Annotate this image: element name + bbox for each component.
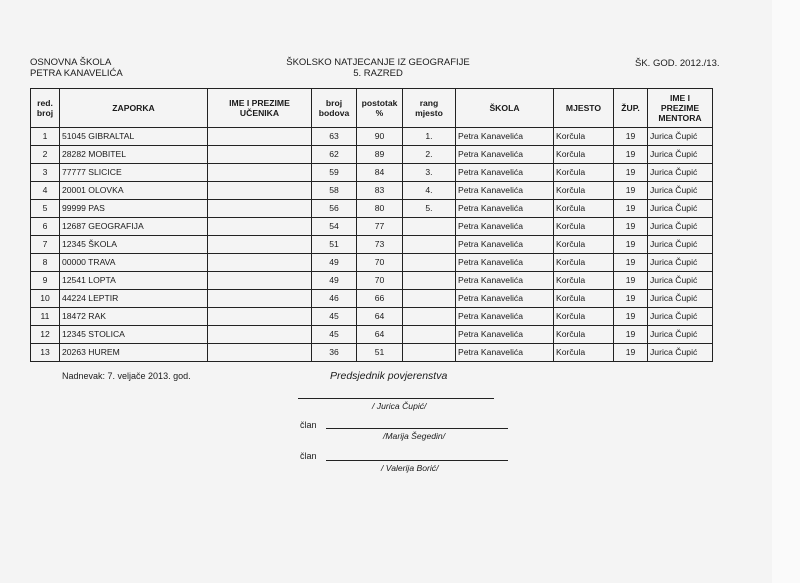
- table-row: [31, 200, 713, 218]
- col-red-broj-cell: 9: [31, 272, 60, 290]
- col-skola-cell: Petra Kanavelića: [456, 326, 554, 344]
- table-row: [31, 254, 713, 272]
- competition-title-block: [280, 57, 476, 79]
- col-rang-cell: [403, 326, 456, 344]
- col-rang-cell: 2.: [403, 146, 456, 164]
- col-zaporka-cell: 00000 TRAVA: [60, 254, 208, 272]
- col-postotak-cell: 70: [357, 272, 403, 290]
- col-mentor-cell: Jurica Čupić: [648, 272, 713, 290]
- col-mjesto-cell: Korčula: [554, 326, 614, 344]
- col-zaporka-cell: 20263 HUREM: [60, 344, 208, 362]
- col-zupanija-cell: 19: [614, 344, 648, 362]
- col-mentor-cell: Jurica Čupić: [648, 218, 713, 236]
- president-signature-line: [298, 398, 494, 399]
- col-skola-cell: Petra Kanavelića: [456, 146, 554, 164]
- page-edge: [772, 0, 800, 583]
- col-red-broj-cell: 3: [31, 164, 60, 182]
- col-zupanija-header: ŽUP.: [614, 89, 648, 128]
- committee-president-title: Predsjednik povjerenstva: [330, 370, 448, 382]
- col-broj-bodova-cell: 51: [312, 236, 357, 254]
- grade-label: 5. RAZRED: [353, 68, 403, 79]
- col-mjesto-cell: Korčula: [554, 308, 614, 326]
- col-rang-cell: 4.: [403, 182, 456, 200]
- col-red-broj-header: red. broj: [31, 89, 60, 128]
- table-header-row: [31, 89, 713, 128]
- col-zaporka-cell: 12687 GEOGRAFIJA: [60, 218, 208, 236]
- col-mentor-cell: Jurica Čupić: [648, 290, 713, 308]
- col-ime-prezime-header: IME I PREZIME UČENIKA: [208, 89, 312, 128]
- col-postotak-cell: 83: [357, 182, 403, 200]
- col-zaporka-cell: 12345 STOLICA: [60, 326, 208, 344]
- col-rang-cell: 1.: [403, 128, 456, 146]
- col-zaporka-cell: 20001 OLOVKA: [60, 182, 208, 200]
- col-zupanija-cell: 19: [614, 254, 648, 272]
- col-mentor-header: IME I PREZIME MENTORA: [648, 89, 713, 128]
- table-row: [31, 236, 713, 254]
- col-rang-cell: [403, 344, 456, 362]
- col-skola-cell: Petra Kanavelića: [456, 344, 554, 362]
- col-zaporka-cell: 51045 GIBRALTAL: [60, 128, 208, 146]
- col-postotak-cell: 64: [357, 326, 403, 344]
- school-name-block: [30, 57, 123, 79]
- col-mjesto-cell: Korčula: [554, 128, 614, 146]
- table-row: [31, 308, 713, 326]
- col-mjesto-cell: Korčula: [554, 218, 614, 236]
- col-zaporka-cell: 77777 SLICICE: [60, 164, 208, 182]
- col-postotak-cell: 89: [357, 146, 403, 164]
- col-skola-cell: Petra Kanavelića: [456, 218, 554, 236]
- col-ime-prezime-cell: [208, 200, 312, 218]
- col-zupanija-cell: 19: [614, 164, 648, 182]
- col-ime-prezime-cell: [208, 218, 312, 236]
- col-ime-prezime-cell: [208, 146, 312, 164]
- col-broj-bodova-cell: 56: [312, 200, 357, 218]
- table-row: [31, 164, 713, 182]
- member-label-1: član: [300, 420, 317, 430]
- col-mentor-cell: Jurica Čupić: [648, 128, 713, 146]
- col-mentor-cell: Jurica Čupić: [648, 164, 713, 182]
- col-mentor-cell: Jurica Čupić: [648, 236, 713, 254]
- school-line-1: OSNOVNA ŠKOLA: [30, 57, 112, 68]
- col-broj-bodova-cell: 45: [312, 326, 357, 344]
- col-red-broj-cell: 2: [31, 146, 60, 164]
- col-mjesto-header: MJESTO: [554, 89, 614, 128]
- col-skola-cell: Petra Kanavelića: [456, 272, 554, 290]
- col-ime-prezime-cell: [208, 236, 312, 254]
- member1-signature-line: [326, 428, 508, 429]
- table-row: [31, 326, 713, 344]
- col-mjesto-cell: Korčula: [554, 164, 614, 182]
- member2-name: / Valerija Borić/: [381, 463, 439, 473]
- col-zupanija-cell: 19: [614, 218, 648, 236]
- col-mjesto-cell: Korčula: [554, 146, 614, 164]
- col-broj-bodova-cell: 49: [312, 254, 357, 272]
- col-red-broj-cell: 12: [31, 326, 60, 344]
- col-red-broj-cell: 6: [31, 218, 60, 236]
- col-mentor-cell: Jurica Čupić: [648, 326, 713, 344]
- col-zupanija-cell: 19: [614, 326, 648, 344]
- competition-title: ŠKOLSKO NATJECANJE IZ GEOGRAFIJE: [286, 57, 470, 68]
- col-skola-cell: Petra Kanavelića: [456, 236, 554, 254]
- school-year: ŠK. GOD. 2012./13.: [635, 58, 720, 69]
- col-ime-prezime-cell: [208, 326, 312, 344]
- col-ime-prezime-cell: [208, 182, 312, 200]
- table-row: [31, 182, 713, 200]
- col-mentor-cell: Jurica Čupić: [648, 146, 713, 164]
- col-zupanija-cell: 19: [614, 272, 648, 290]
- member2-signature-line: [326, 460, 508, 461]
- col-zupanija-cell: 19: [614, 182, 648, 200]
- col-postotak-cell: 84: [357, 164, 403, 182]
- col-mjesto-cell: Korčula: [554, 272, 614, 290]
- col-rang-cell: [403, 236, 456, 254]
- col-broj-bodova-header: broj bodova: [312, 89, 357, 128]
- school-line-2: PETRA KANAVELIĆA: [30, 68, 123, 79]
- col-mentor-cell: Jurica Čupić: [648, 344, 713, 362]
- col-ime-prezime-cell: [208, 128, 312, 146]
- col-rang-header: rang mjesto: [403, 89, 456, 128]
- col-postotak-cell: 51: [357, 344, 403, 362]
- col-ime-prezime-cell: [208, 272, 312, 290]
- col-mjesto-cell: Korčula: [554, 344, 614, 362]
- results-table: [30, 88, 713, 362]
- col-skola-header: ŠKOLA: [456, 89, 554, 128]
- col-mjesto-cell: Korčula: [554, 254, 614, 272]
- col-rang-cell: [403, 290, 456, 308]
- col-skola-cell: Petra Kanavelića: [456, 290, 554, 308]
- col-mentor-cell: Jurica Čupić: [648, 308, 713, 326]
- col-red-broj-cell: 11: [31, 308, 60, 326]
- col-red-broj-cell: 7: [31, 236, 60, 254]
- col-red-broj-cell: 5: [31, 200, 60, 218]
- table-row: [31, 146, 713, 164]
- col-mjesto-cell: Korčula: [554, 236, 614, 254]
- col-postotak-cell: 90: [357, 128, 403, 146]
- col-rang-cell: [403, 218, 456, 236]
- col-ime-prezime-cell: [208, 344, 312, 362]
- col-skola-cell: Petra Kanavelića: [456, 200, 554, 218]
- col-postotak-cell: 80: [357, 200, 403, 218]
- col-zaporka-cell: 28282 MOBITEL: [60, 146, 208, 164]
- col-broj-bodova-cell: 54: [312, 218, 357, 236]
- col-skola-cell: Petra Kanavelića: [456, 308, 554, 326]
- col-zaporka-cell: 12345 ŠKOLA: [60, 236, 208, 254]
- table-row: [31, 344, 713, 362]
- col-broj-bodova-cell: 36: [312, 344, 357, 362]
- col-broj-bodova-cell: 49: [312, 272, 357, 290]
- col-postotak-header: postotak %: [357, 89, 403, 128]
- col-ime-prezime-cell: [208, 308, 312, 326]
- date-label: Nadnevak: 7. veljače 2013. god.: [62, 371, 191, 381]
- col-skola-cell: Petra Kanavelića: [456, 182, 554, 200]
- col-rang-cell: 3.: [403, 164, 456, 182]
- col-rang-cell: 5.: [403, 200, 456, 218]
- col-postotak-cell: 64: [357, 308, 403, 326]
- table-row: [31, 128, 713, 146]
- col-broj-bodova-cell: 62: [312, 146, 357, 164]
- col-zaporka-header: ZAPORKA: [60, 89, 208, 128]
- col-postotak-cell: 70: [357, 254, 403, 272]
- col-red-broj-cell: 1: [31, 128, 60, 146]
- col-zaporka-cell: 18472 RAK: [60, 308, 208, 326]
- col-rang-cell: [403, 254, 456, 272]
- col-mjesto-cell: Korčula: [554, 182, 614, 200]
- col-mjesto-cell: Korčula: [554, 200, 614, 218]
- col-postotak-cell: 66: [357, 290, 403, 308]
- col-rang-cell: [403, 272, 456, 290]
- table-row: [31, 272, 713, 290]
- col-zupanija-cell: 19: [614, 236, 648, 254]
- col-broj-bodova-cell: 59: [312, 164, 357, 182]
- table-row: [31, 218, 713, 236]
- col-red-broj-cell: 10: [31, 290, 60, 308]
- col-ime-prezime-cell: [208, 254, 312, 272]
- col-zupanija-cell: 19: [614, 290, 648, 308]
- col-rang-cell: [403, 308, 456, 326]
- col-zaporka-cell: 12541 LOPTA: [60, 272, 208, 290]
- col-skola-cell: Petra Kanavelića: [456, 254, 554, 272]
- col-zupanija-cell: 19: [614, 308, 648, 326]
- col-mentor-cell: Jurica Čupić: [648, 254, 713, 272]
- col-mjesto-cell: Korčula: [554, 290, 614, 308]
- col-broj-bodova-cell: 58: [312, 182, 357, 200]
- col-ime-prezime-cell: [208, 290, 312, 308]
- col-zupanija-cell: 19: [614, 146, 648, 164]
- president-name: / Jurica Čupić/: [372, 401, 427, 411]
- col-zaporka-cell: 99999 PAS: [60, 200, 208, 218]
- col-red-broj-cell: 4: [31, 182, 60, 200]
- table-body: [31, 128, 713, 362]
- col-red-broj-cell: 13: [31, 344, 60, 362]
- col-mentor-cell: Jurica Čupić: [648, 182, 713, 200]
- col-zupanija-cell: 19: [614, 200, 648, 218]
- col-red-broj-cell: 8: [31, 254, 60, 272]
- col-mentor-cell: Jurica Čupić: [648, 200, 713, 218]
- col-zupanija-cell: 19: [614, 128, 648, 146]
- col-postotak-cell: 77: [357, 218, 403, 236]
- member-label-2: član: [300, 451, 317, 461]
- col-ime-prezime-cell: [208, 164, 312, 182]
- col-broj-bodova-cell: 45: [312, 308, 357, 326]
- col-skola-cell: Petra Kanavelića: [456, 164, 554, 182]
- col-skola-cell: Petra Kanavelića: [456, 128, 554, 146]
- col-broj-bodova-cell: 46: [312, 290, 357, 308]
- table-row: [31, 290, 713, 308]
- col-broj-bodova-cell: 63: [312, 128, 357, 146]
- col-zaporka-cell: 44224 LEPTIR: [60, 290, 208, 308]
- col-postotak-cell: 73: [357, 236, 403, 254]
- member1-name: /Marija Šegedin/: [383, 431, 446, 441]
